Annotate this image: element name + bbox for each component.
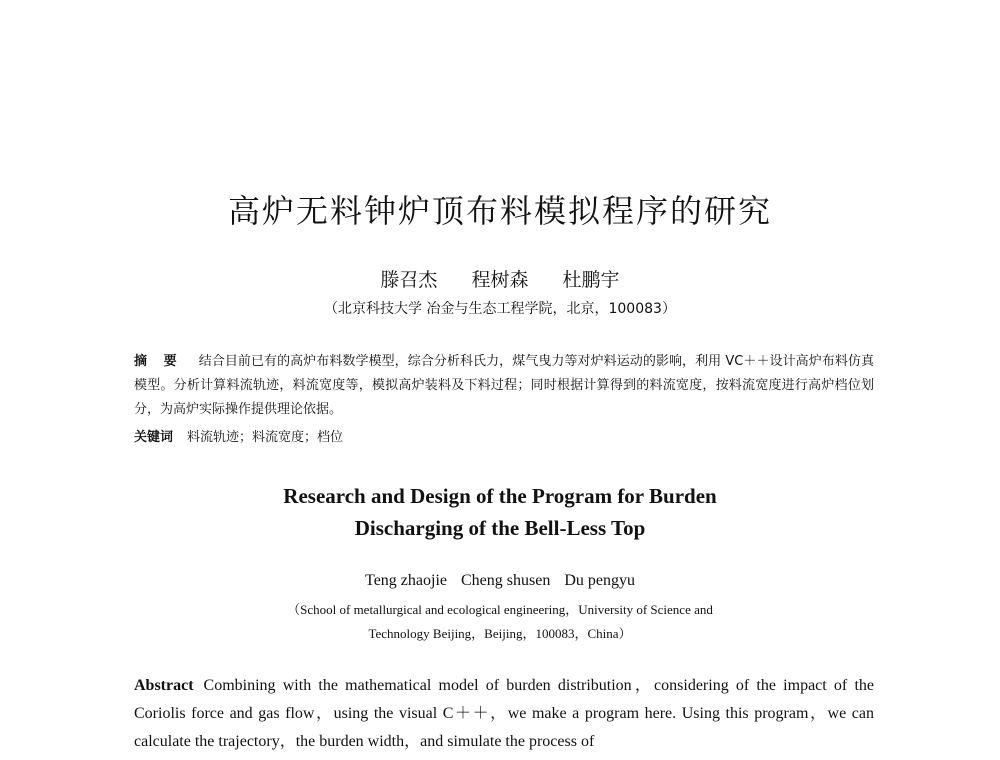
cn-abstract-text: 结合目前已有的高炉布料数学模型，综合分析科氏力，煤气曳力等对炉料运动的影响，利用 VC＋＋设计高炉布料仿真模型。分析计算料流轨迹，料流宽度等，模拟高炉装料及下料过程；同时根据计算得到的料流宽度，按料流宽度进行高炉档位划分，为高炉实际操作提供理论依据。 <box>134 354 874 417</box>
english-title <box>0 480 1000 544</box>
en-author-3: Du pengyu <box>564 572 635 589</box>
en-author-1: Teng zhaojie <box>365 572 447 589</box>
cn-author-3: 杜鹏宇 <box>562 269 620 291</box>
en-author-2: Cheng shusen <box>460 572 551 589</box>
chinese-abstract <box>134 350 874 422</box>
en-abstract-label: Abstract <box>134 677 194 694</box>
cn-abstract-label: 摘 要 <box>134 354 183 369</box>
chinese-keywords <box>134 428 874 448</box>
chinese-affiliation: （北京科技大学 冶金与生态工程学院，北京，100083） <box>324 301 676 317</box>
cn-author-2: 程树森 <box>471 269 529 291</box>
english-affiliation <box>0 598 1000 646</box>
cn-keywords-text: 料流轨迹；料流宽度；档位 <box>187 430 344 445</box>
en-title-line-1: Research and Design of the Program for Burden <box>283 484 717 508</box>
cn-keywords-label: 关键词 <box>134 430 174 445</box>
chinese-authors <box>0 265 1000 292</box>
english-abstract <box>134 672 874 756</box>
en-affiliation-line-2: Technology Beijing，Beijing，100083，China） <box>368 626 632 641</box>
en-title-line-2: Discharging of the Bell-Less Top <box>354 516 646 540</box>
en-abstract-text: Combining with the mathematical model of burden distribution，considering of the impact of the Coriolis force and gas flow，using the visual C＋＋，we make a program here. Using this program，we can calculate the trajectory，the burden width，and simulate the process of <box>134 677 874 750</box>
chinese-title: 高炉无料钟炉顶布料模拟程序的研究 <box>227 192 772 230</box>
en-affiliation-line-1: （School of metallurgical and ecological engineering，University of Science and <box>287 602 713 617</box>
english-authors <box>0 572 1000 590</box>
cn-author-1: 滕召杰 <box>380 269 438 291</box>
